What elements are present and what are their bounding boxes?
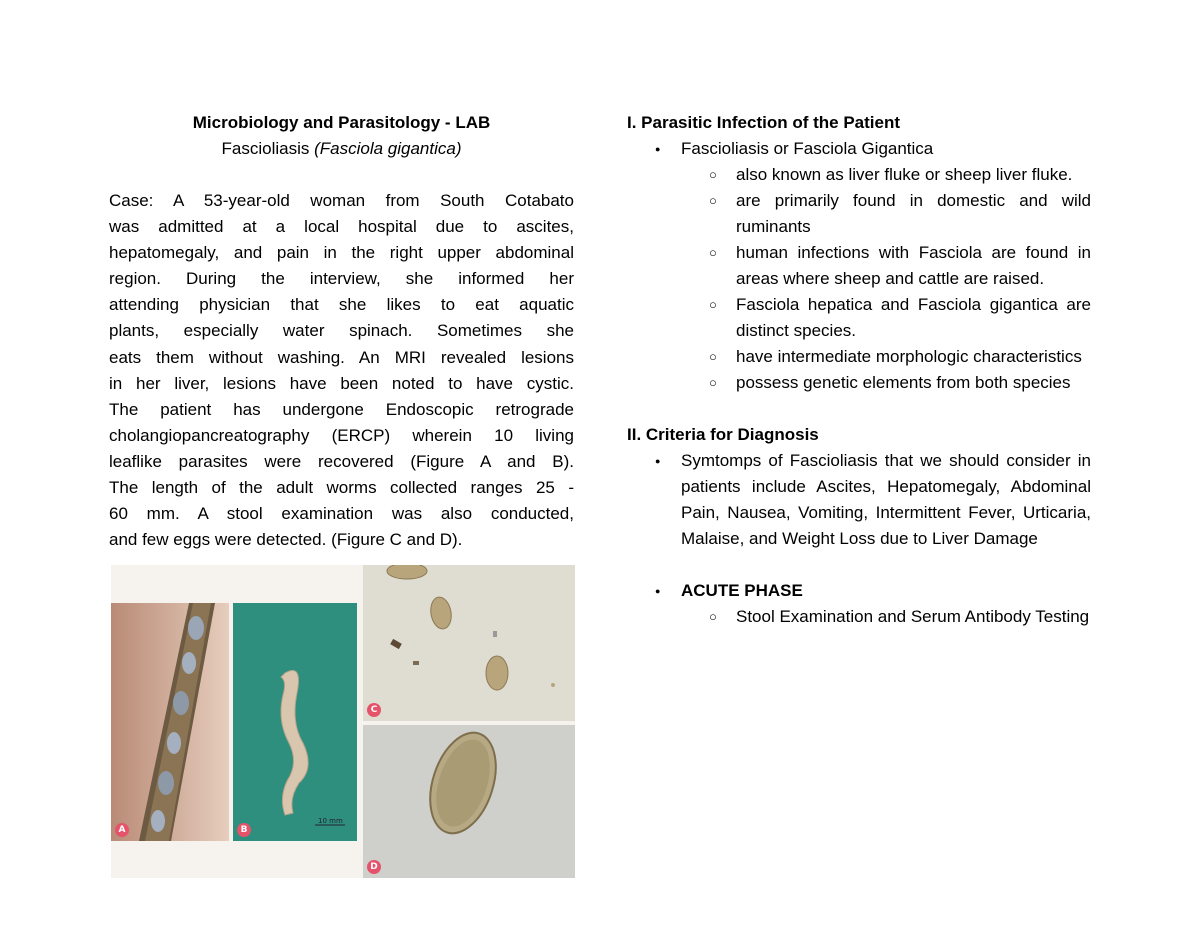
case-line: was admitted at a local hospital due to ascites,	[109, 217, 574, 237]
subtitle-italic: (Fasciola gigantica)	[314, 139, 462, 158]
case-line: eats them without washing. An MRI revealed lesions	[109, 347, 574, 367]
list-item: ● Fascioliasis or Fasciola Gigantica	[627, 136, 1091, 162]
list-subitem: ○ have intermediate morphologic characteristics	[627, 344, 1091, 370]
right-column	[627, 110, 1091, 630]
document-title: Microbiology and Parasitology - LAB	[192, 113, 491, 132]
case-line: 60 mm. A stool examination was also conducted,	[109, 504, 574, 524]
case-paragraph	[109, 188, 574, 553]
subtitle-plain: Fascioliasis	[221, 139, 315, 158]
case-line: region. During the interview, she informed her	[109, 269, 574, 289]
case-line: leaflike parasites were recovered (Figure A and B).	[109, 451, 574, 471]
section2-heading: II. Criteria for Diagnosis	[627, 425, 819, 444]
worm-image	[233, 603, 357, 841]
document-subtitle	[109, 136, 574, 162]
figure-label-a: A	[115, 823, 129, 837]
figure-panel-b	[233, 603, 357, 841]
case-line: attending physician that she likes to eat aquatic	[109, 295, 574, 315]
list-subitem: ○ Stool Examination and Serum Antibody Testing	[627, 604, 1091, 630]
scale-label: 10 mm	[318, 817, 343, 825]
section1-list	[627, 136, 1091, 396]
case-line: The patient has undergone Endoscopic retrograde	[109, 399, 574, 419]
list-subitem: ○ possess genetic elements from both species	[627, 370, 1091, 396]
egg-high-mag-image	[363, 725, 575, 878]
case-line: and few eggs were detected. (Figure C and D).	[109, 530, 463, 550]
figure-panel-a	[111, 603, 229, 841]
tube-image	[111, 603, 229, 841]
eggs-low-mag-image	[363, 565, 575, 721]
list-subitem: ○ human infections with Fasciola are found in areas where sheep and cattle are raised.	[627, 240, 1091, 292]
figure-label-d: D	[367, 860, 381, 874]
case-line: cholangiopancreatography (ERCP) wherein 10 living	[109, 425, 574, 445]
list-item: ● ACUTE PHASE	[627, 578, 1091, 604]
case-line: The length of the adult worms collected ranges 25 -	[109, 478, 574, 498]
figure-label-b: B	[237, 823, 251, 837]
section2-list	[627, 448, 1091, 552]
section2-list-2	[627, 578, 1091, 630]
list-item: ● Symtomps of Fascioliasis that we should consider in patients include Ascites, Hepatomegaly, Abdominal Pain, Nausea, Vomiting, Intermittent Fever, Urticaria, Malaise, and Weight Loss due to Liver Damage	[627, 448, 1091, 552]
list-subitem: ○ are primarily found in domestic and wild ruminants	[627, 188, 1091, 240]
case-line: plants, especially water spinach. Sometimes she	[109, 321, 574, 341]
case-line: hepatomegaly, and pain in the right upper abdominal	[109, 243, 574, 263]
figure-panel-c	[363, 565, 575, 721]
parasite-figure	[111, 565, 575, 878]
list-subitem: ○ also known as liver fluke or sheep liver fluke.	[627, 162, 1091, 188]
case-line: Case: A 53-year-old woman from South Cotabato	[109, 191, 574, 210]
figure-label-c: C	[367, 703, 381, 717]
left-column	[109, 110, 574, 553]
section1-heading: I. Parasitic Infection of the Patient	[627, 113, 900, 132]
case-line: in her liver, lesions have been noted to have cystic.	[109, 373, 574, 393]
figure-panel-d	[363, 725, 575, 878]
list-subitem: ○ Fasciola hepatica and Fasciola gigantica are distinct species.	[627, 292, 1091, 344]
